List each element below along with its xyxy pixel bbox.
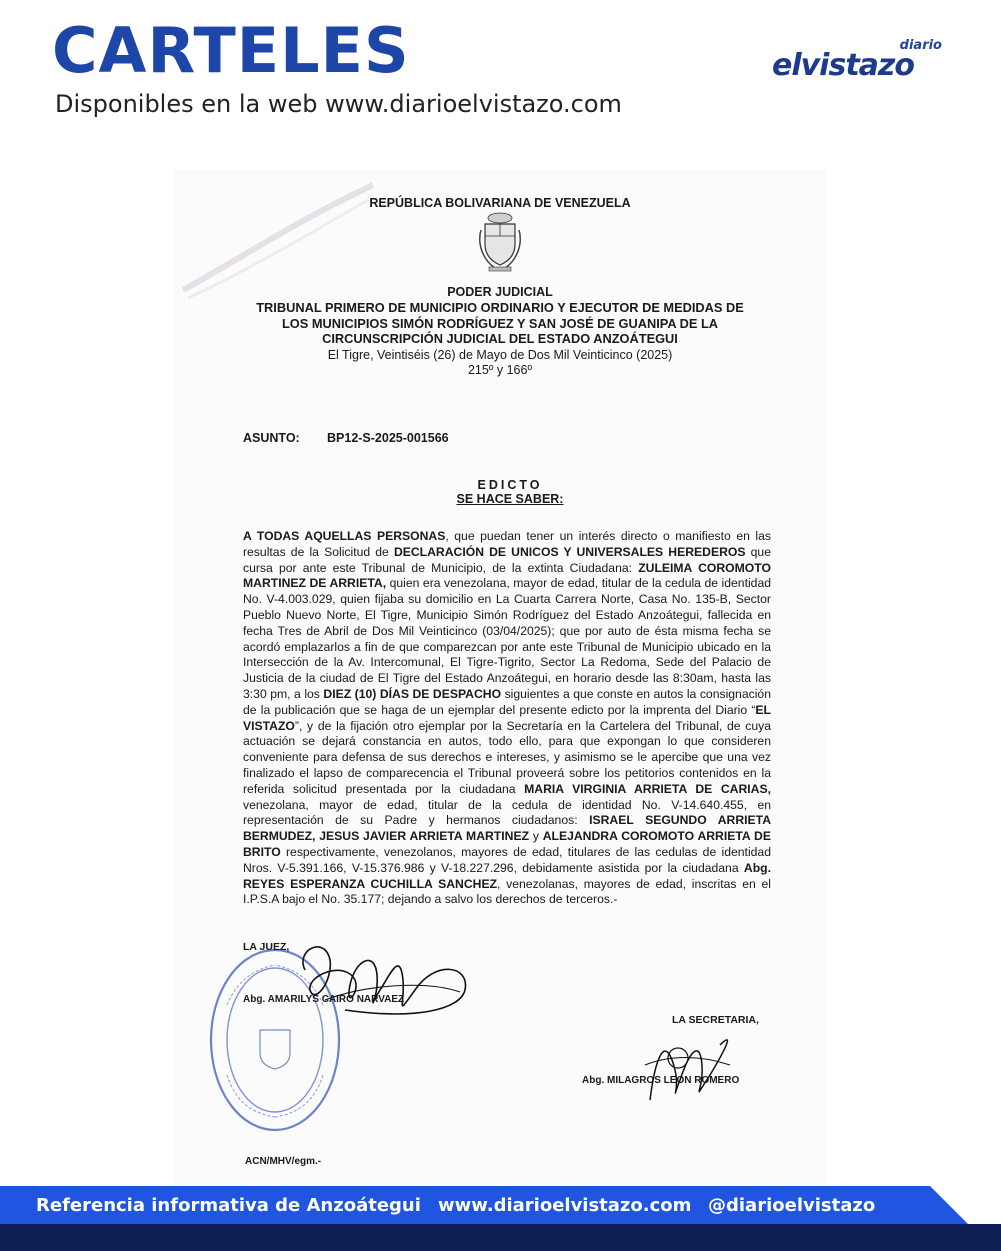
secretary-title: LA SECRETARIA,: [672, 1014, 759, 1026]
body-bold-segment: EL VISTAZO: [243, 702, 771, 733]
body-segment: , venezolanas, mayores de edad, inscritas en el I.P.S.A bajo el No. 35.177; dejando a salvo los derechos de terceros.-: [243, 876, 771, 907]
elvistazo-logo: [772, 38, 952, 88]
body-bold-segment: DECLARACIÓN DE UNICOS Y UNIVERSALES HEREDEROS: [393, 544, 746, 559]
body-segment: ”, y de la fijación otro ejemplar por la Secretaría en la Cartelera del Tribunal, de cuya actuación se dejará constancia en autos, todo ello, para que expongan lo que consideren conveniente para defensa de sus derechos e intereses, y asimismo se le apercibe que una vez finalizado el lapso de comparecencia el Tribunal proveerá sobre los petitorios contenidos en la referida solicitud presentada por la ciudadana: [243, 718, 771, 796]
body-segment: siguientes a que conste en autos la consignación de la publicación que se haga de un ejemplar del presente edicto por la imprenta del Diario “: [243, 686, 771, 717]
body-bold-segment: A TODAS AQUELLAS PERSONAS: [243, 529, 446, 543]
body-bold-segment: ISRAEL SEGUNDO ARRIETA BERMUDEZ, JESUS JAVIER ARRIETA MARTINEZ: [243, 813, 771, 844]
judge-title: LA JUEZ,: [243, 941, 290, 953]
republic-heading: REPÚBLICA BOLIVARIANA DE VENEZUELA: [369, 196, 631, 210]
years: 215º y 166º: [467, 363, 533, 377]
asunto-label: ASUNTO:: [243, 431, 300, 445]
body-segment: , que puedan tener un interés directo o manifiesto en las resultas de la Solicitud de: [243, 529, 771, 559]
body-segment: quien era venezolana, mayor de edad, titular de la cedula de identidad No. V-4.003.029, quien fijaba su domicilio en La Cuarta Carrera Norte, Casa No. 135-B, Sector Pueblo Nuevo Norte, El Tigre, Municipio Simón Rodríguez del Estado Anzoátegui, fallecida en fecha Tres de Abril de Dos Mil Veinticinco (03/04/2025); que por auto de ésta misma fecha se acordó emplazarlos a fin de que comparezcan por ante este Tribunal de Municipio ubicado en la Intersección de la Av. Intercomunal, El Tigre-Tigrito, Sector La Redoma, Sede del Palacio de Justicia de la ciudad de El Tigre del Estado Anzoátegui, en horario desde las 8:30am, hasta las 3:30 pm, a los: [243, 576, 771, 701]
asunto-value: BP12-S-2025-001566: [327, 431, 449, 445]
body-bold-segment: Abg. REYES ESPERANZA CUCHILLA SANCHEZ: [243, 860, 771, 891]
tribunal-line: CIRCUNSCRIPCIÓN JUDICIAL DEL ESTADO ANZOÁTEGUI: [322, 331, 678, 346]
body-segment: que cursa por ante este Tribunal de Municipio, de la extinta Ciudadana:: [243, 544, 771, 575]
page-title: CARTELES: [52, 14, 410, 87]
body-bold-segment: ZULEIMA COROMOTO MARTINEZ DE ARRIETA,: [243, 560, 771, 591]
logo-small-text: diario: [899, 38, 942, 53]
secretary-name: Abg. MILAGROS LEON ROMERO: [582, 1075, 740, 1086]
edicto-heading: EDICTO: [477, 478, 543, 492]
edict-body: [243, 529, 771, 908]
body-bold-segment: MARIA VIRGINIA ARRIETA DE CARIAS,: [524, 781, 771, 796]
footer-tagline: Referencia informativa de Anzoátegui: [36, 1195, 421, 1216]
judge-name: Abg. AMARILYS CAIRO NARVAEZ: [243, 994, 405, 1005]
tribunal-line: LOS MUNICIPIOS SIMÓN RODRÍGUEZ Y SAN JOSÉ DE GUANIPA DE LA: [281, 315, 719, 331]
body-segment: respectivamente, venezolanos, mayores de edad, titulares de las cedulas de identidad Nros. V-5.391.166, V-15.376.986 y V-18.227.296, debidamente asistida por la ciudadana: [243, 844, 771, 875]
tribunal-heading: [175, 300, 825, 347]
footer-social-handle[interactable]: @diarioelvistazo: [708, 1195, 876, 1216]
judge-signature: [285, 930, 475, 1025]
tribunal-line: TRIBUNAL PRIMERO DE MUNICIPIO ORDINARIO Y EJECUTOR DE MEDIDAS DE: [256, 300, 744, 315]
footer-website[interactable]: www.diarioelvistazo.com: [438, 1195, 692, 1216]
page-subtitle: Disponibles en la web www.diarioelvistazo.com: [55, 90, 622, 118]
body-segment: venezolana, mayor de edad, titular de la cedula de identidad No. V-14.640.455, en representación de su Padre y hermanos ciudadanos:: [243, 797, 771, 828]
initials: ACN/MHV/egm.-: [245, 1156, 322, 1167]
body-segment: y: [529, 829, 543, 844]
footer: [0, 1186, 1001, 1251]
body-bold-segment: ALEJANDRA COROMOTO ARRIETA DE BRITO: [243, 829, 771, 859]
coat-of-arms-icon: [477, 210, 523, 272]
place-date: El Tigre, Veintiséis (26) de Mayo de Dos Mil Veinticinco (2025): [327, 348, 673, 362]
body-bold-segment: DIEZ (10) DÍAS DE DESPACHO: [323, 686, 502, 701]
poder-judicial-heading: PODER JUDICIAL: [447, 285, 553, 299]
logo-main-text: elvistazo: [772, 48, 914, 83]
se-hace-saber-heading: SE HACE SABER:: [456, 492, 564, 506]
